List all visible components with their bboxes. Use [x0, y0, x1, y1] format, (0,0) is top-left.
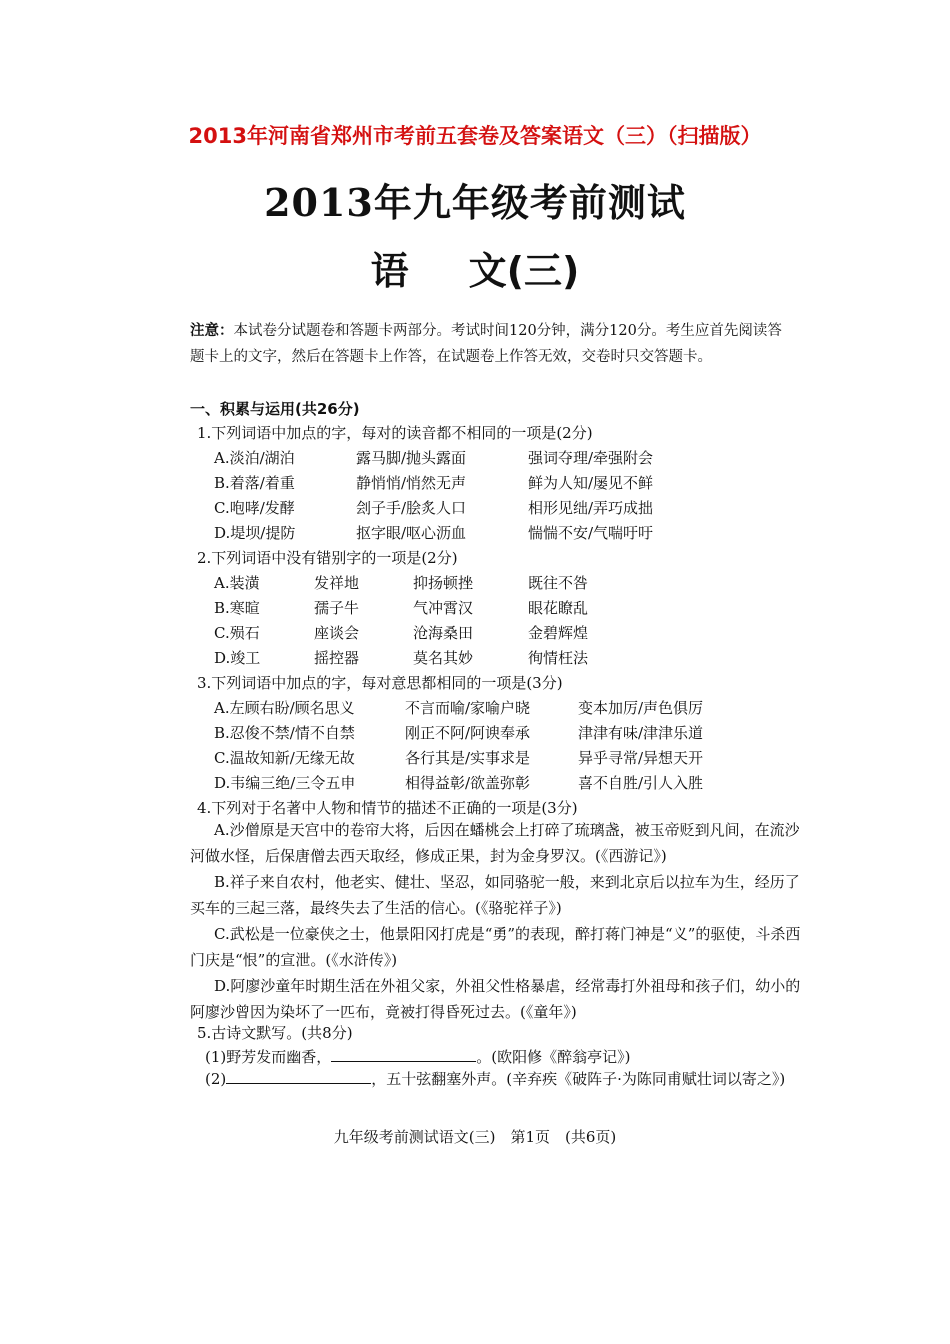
q2-option: 气冲霄汉 [413, 599, 474, 617]
question-5-stem: 5.古诗文默写。(共8分) [197, 1024, 353, 1042]
q1-option: B.着落/着重 [214, 474, 295, 492]
q1-option: D.堤坝/提防 [214, 524, 296, 542]
document-title: 2013年河南省郑州市考前五套卷及答案语文（三）（扫描版） [188, 124, 762, 148]
subject-title [0, 240, 950, 295]
q2-option: D.竣工 [214, 649, 261, 667]
q2-option: 徇情枉法 [528, 649, 589, 667]
notice-label: 注意： [190, 323, 234, 339]
q3-option: D.韦编三绝/三令五申 [214, 774, 356, 792]
q1-option: C.咆哮/发酵 [214, 499, 295, 517]
q5-item-2-after: ，五十弦翻塞外声。(辛弃疾《破阵子·为陈同甫赋壮词以寄之》) [371, 1070, 786, 1088]
subject-left: 语 [370, 249, 409, 293]
q5-item-2-before: (2) [205, 1070, 227, 1088]
q3-option: A.左顾右盼/顾名思义 [214, 699, 355, 717]
q2-option: A.装潢 [214, 574, 260, 592]
q3-option: 津津有味/津津乐道 [578, 724, 704, 742]
q1-option: 惴惴不安/气喘吁吁 [528, 524, 654, 542]
exam-notice [190, 318, 790, 370]
q2-option: C.殒石 [214, 624, 260, 642]
notice-text: 本试卷分试题卷和答题卡两部分。考试时间120分钟，满分120分。考生应首先阅读答题卡上的文字，然后在答题卡上作答，在试题卷上作答无效，交卷时只交答题卡。 [190, 323, 782, 365]
q5-item-1-after: 。(欧阳修《醉翁亭记》) [476, 1048, 631, 1066]
q1-option: 抠字眼/呕心沥血 [356, 524, 467, 542]
question-1-stem: 1.下列词语中加点的字，每对的读音都不相同的一项是(2分) [197, 424, 593, 442]
q3-option: 相得益彰/欲盖弥彰 [405, 774, 531, 792]
section-heading: 一、积累与运用(共26分) [190, 400, 360, 418]
q2-option: 摇控器 [314, 649, 360, 667]
q2-option: 发祥地 [314, 574, 360, 592]
question-3-stem: 3.下列词语中加点的字，每对意思都相同的一项是(3分) [197, 674, 563, 692]
q2-option: 座谈会 [314, 624, 360, 642]
q1-option: 露马脚/抛头露面 [356, 449, 467, 467]
q2-option: 金碧辉煌 [528, 624, 589, 642]
q4-option-a: A.沙僧原是天宫中的卷帘大将，后因在蟠桃会上打碎了琉璃盏，被玉帝贬到凡间，在流沙河做水怪，后保唐僧去西天取经，修成正果，封为金身罗汉。(《西游记》) [190, 821, 800, 865]
q3-option: 喜不自胜/引人入胜 [578, 774, 704, 792]
q1-option: A.淡泊/湖泊 [214, 449, 295, 467]
q3-option: 各行其是/实事求是 [405, 749, 531, 767]
q3-option: 异乎寻常/异想天开 [578, 749, 704, 767]
q3-option: 变本加厉/声色俱厉 [578, 699, 704, 717]
q4-option-d: D.阿廖沙童年时期生活在外祖父家，外祖父性格暴虐，经常毒打外祖母和孩子们，幼小的阿廖沙曾因为染坏了一匹布，竟被打得昏死过去。(《童年》) [190, 977, 801, 1021]
q3-option: 刚正不阿/阿谀奉承 [405, 724, 531, 742]
q3-option: 不言而喻/家喻户晓 [405, 699, 531, 717]
answer-blank[interactable] [331, 1047, 476, 1062]
q2-option: 莫名其妙 [413, 649, 474, 667]
question-2-stem: 2.下列词语中没有错别字的一项是(2分) [197, 549, 458, 567]
q3-option: B.忍俊不禁/情不自禁 [214, 724, 355, 742]
q4-option-b: B.祥子来自农村，他老实、健壮、坚忍，如同骆驼一般，来到北京后以拉车为生，经历了买车的三起三落，最终失去了生活的信心。(《骆驼祥子》) [190, 873, 800, 917]
q2-option: 沧海桑田 [413, 624, 474, 642]
q2-option: 眼花瞭乱 [528, 599, 589, 617]
q1-option: 静悄悄/悄然无声 [356, 474, 467, 492]
exam-title: 2013年九年级考前测试 [264, 180, 686, 225]
q1-option: 鲜为人知/屡见不鲜 [528, 474, 654, 492]
q1-option: 相形见绌/弄巧成拙 [528, 499, 654, 517]
answer-blank[interactable] [226, 1069, 371, 1084]
q2-option: 孺子牛 [314, 599, 360, 617]
q5-item-1 [205, 1046, 630, 1067]
q1-option: 强词夺理/牵强附会 [528, 449, 654, 467]
page-footer: 九年级考前测试语文(三) 第1页 (共6页) [333, 1128, 617, 1146]
q5-item-2 [190, 1066, 810, 1092]
q1-option: 刽子手/脍炙人口 [356, 499, 467, 517]
q2-option: B.寒暄 [214, 599, 260, 617]
q2-option: 既往不咎 [528, 574, 589, 592]
q3-option: C.温故知新/无缘无故 [214, 749, 355, 767]
question-4-stem: 4.下列对于名著中人物和情节的描述不正确的一项是(3分) [197, 799, 578, 817]
q4-option-c: C.武松是一位豪侠之士，他景阳冈打虎是“勇”的表现，醉打蒋门神是“义”的驱使，斗杀西门庆是“恨”的宣泄。(《水浒传》) [190, 925, 801, 969]
subject-right: 文(三) [468, 249, 580, 293]
q2-option: 抑扬顿挫 [413, 574, 474, 592]
q5-item-1-before: (1)野芳发而幽香， [205, 1048, 332, 1066]
